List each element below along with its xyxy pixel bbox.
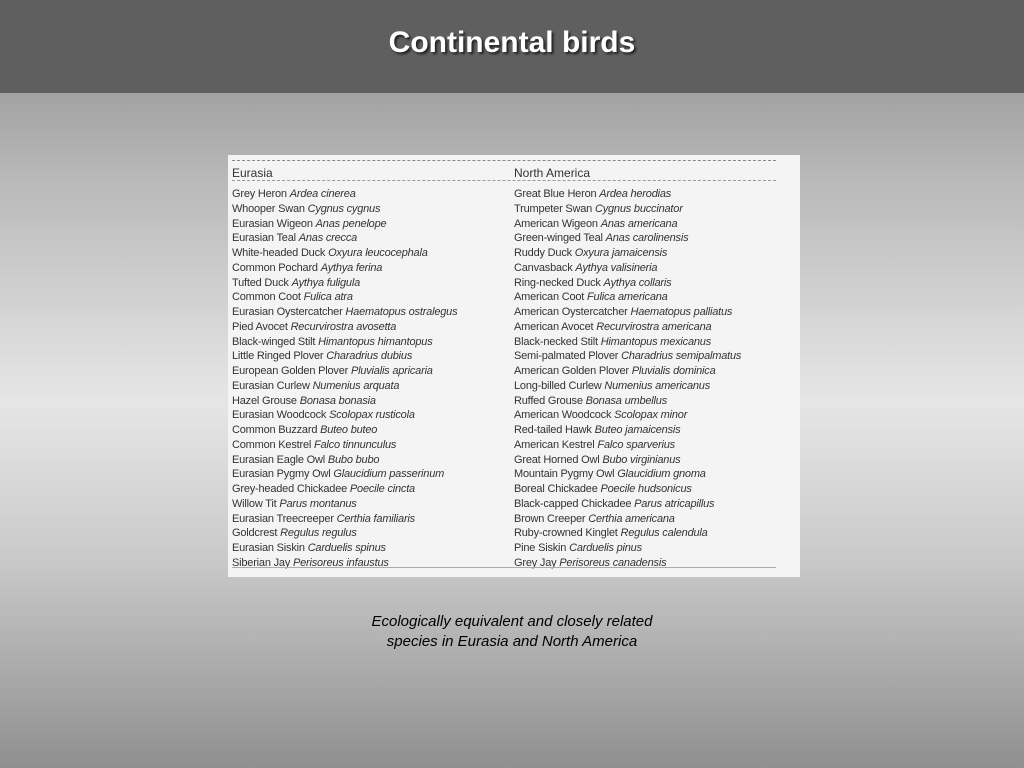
species-row [232, 512, 512, 527]
species-row [232, 217, 512, 232]
common-name: Grey-headed Chickadee [232, 483, 348, 495]
scientific-name: Scolopax minor [614, 409, 688, 422]
common-name: Hazel Grouse [232, 394, 297, 407]
scientific-name: Aythya fuligula [291, 276, 361, 289]
scientific-name: Buteo jamaicensis [594, 424, 681, 436]
scientific-name: Charadrius dubius [326, 350, 413, 363]
common-name: Eurasian Curlew [232, 379, 310, 392]
species-row [232, 261, 512, 276]
species-row [514, 217, 800, 232]
species-row [232, 423, 512, 438]
common-name: Boreal Chickadee [514, 483, 598, 495]
species-row [514, 349, 800, 364]
common-name: American Avocet [514, 320, 594, 333]
common-name: White-headed Duck [232, 247, 326, 259]
common-name: Eurasian Woodcock [232, 409, 327, 422]
common-name: Ruby-crowned Kinglet [514, 527, 618, 540]
common-name: Pine Siskin [514, 542, 567, 554]
scientific-name: Bonasa umbellus [585, 394, 667, 407]
scientific-name: Charadrius semipalmatus [621, 350, 742, 363]
species-row [514, 320, 800, 335]
species-row [514, 246, 800, 261]
common-name: American Kestrel [514, 438, 595, 451]
common-name: Common Buzzard [232, 424, 318, 436]
species-row [514, 364, 800, 379]
scientific-name: Poecile hudsonicus [600, 483, 692, 495]
table-top-rule [232, 160, 776, 161]
common-name: Black-winged Stilt [232, 335, 316, 348]
scientific-name: Recurvirostra americana [596, 320, 712, 333]
common-name: Black-capped Chickadee [514, 497, 632, 510]
common-name: Great Horned Owl [514, 453, 600, 466]
scientific-name: Carduelis pinus [569, 542, 642, 554]
scientific-name: Haematopus ostralegus [345, 306, 458, 318]
common-name: Eurasian Eagle Owl [232, 453, 326, 466]
common-name: Little Ringed Plover [232, 350, 324, 363]
common-name: Eurasian Siskin [232, 542, 305, 554]
scientific-name: Anas penelope [315, 217, 387, 230]
scientific-name: Bonasa bonasia [299, 394, 376, 407]
scientific-name: Carduelis spinus [307, 542, 386, 554]
scientific-name: Aythya collaris [603, 276, 672, 289]
scientific-name: Anas crecca [298, 232, 358, 245]
scientific-name: Regulus calendula [620, 527, 708, 540]
scientific-name: Falco sparverius [597, 438, 675, 451]
species-row [514, 556, 800, 571]
scientific-name: Glaucidium gnoma [617, 468, 706, 481]
common-name: Grey Heron [232, 188, 287, 200]
common-name: Semi-palmated Plover [514, 350, 619, 363]
common-name: American Golden Plover [514, 365, 629, 377]
scientific-name: Fulica atra [303, 291, 353, 304]
species-row [232, 556, 512, 571]
scientific-name: Parus atricapillus [634, 497, 715, 510]
common-name: Eurasian Oystercatcher [232, 306, 343, 318]
common-name: Pied Avocet [232, 320, 288, 333]
slide-title: Continental birds [388, 26, 636, 59]
common-name: Ruddy Duck [514, 247, 572, 259]
common-name: Mountain Pygmy Owl [514, 468, 615, 481]
species-row [232, 364, 512, 379]
scientific-name: Anas carolinensis [605, 232, 689, 245]
species-row [514, 467, 800, 482]
common-name: Ring-necked Duck [514, 276, 601, 289]
species-row [232, 202, 512, 217]
common-name: American Wigeon [514, 217, 598, 230]
species-row [514, 290, 800, 305]
species-row [514, 526, 800, 541]
species-row [232, 290, 512, 305]
species-row [232, 276, 512, 291]
species-row [232, 231, 512, 246]
species-row [514, 379, 800, 394]
scientific-name: Buteo buteo [320, 424, 378, 436]
scientific-name: Perisoreus infaustus [293, 556, 389, 569]
species-row [232, 453, 512, 468]
common-name: Red-tailed Hawk [514, 424, 592, 436]
common-name: American Oystercatcher [514, 306, 628, 318]
species-row [514, 423, 800, 438]
eurasia-header: Eurasia [232, 166, 273, 180]
scientific-name: Perisoreus canadensis [559, 556, 667, 569]
common-name: Ruffed Grouse [514, 394, 583, 407]
caption-line-1: Ecologically equivalent and closely related [371, 613, 653, 630]
scientific-name: Recurvirostra avosetta [290, 320, 397, 333]
scientific-name: Himantopus himantopus [318, 335, 433, 348]
scientific-name: Pluvialis dominica [631, 365, 716, 377]
scientific-name: Himantopus mexicanus [600, 335, 712, 348]
north-america-rows [514, 187, 800, 571]
common-name: American Woodcock [514, 409, 612, 422]
species-row [514, 335, 800, 350]
species-row [514, 231, 800, 246]
scientific-name: Scolopax rusticola [329, 409, 415, 422]
species-row [232, 187, 512, 202]
species-row [514, 512, 800, 527]
north-america-column [514, 165, 800, 571]
scientific-name: Haematopus palliatus [630, 306, 733, 318]
common-name: Brown Creeper [514, 512, 586, 525]
scientific-name: Aythya valisineria [575, 261, 658, 274]
caption-line-2: species in Eurasia and North America [386, 633, 638, 650]
scientific-name: Bubo bubo [327, 453, 380, 466]
scientific-name: Ardea herodias [599, 188, 672, 200]
scientific-name: Oxyura jamaicensis [574, 247, 668, 259]
common-name: Long-billed Curlew [514, 379, 602, 392]
common-name: Grey Jay [514, 556, 557, 569]
slide-caption [312, 612, 712, 652]
common-name: American Coot [514, 291, 585, 304]
scientific-name: Cygnus buccinator [594, 202, 683, 215]
species-row [232, 320, 512, 335]
species-row [514, 394, 800, 409]
common-name: Common Kestrel [232, 438, 312, 451]
common-name: Common Coot [232, 291, 301, 304]
species-row [514, 497, 800, 512]
scientific-name: Aythya ferina [320, 261, 383, 274]
species-row [514, 482, 800, 497]
species-row [232, 305, 512, 320]
species-row [232, 394, 512, 409]
common-name: Eurasian Wigeon [232, 217, 313, 230]
species-row [514, 541, 800, 556]
species-row [514, 305, 800, 320]
scientific-name: Poecile cincta [349, 483, 415, 495]
common-name: Whooper Swan [232, 202, 305, 215]
eurasia-rows [232, 187, 512, 571]
title-bar [0, 0, 1024, 93]
common-name: Common Pochard [232, 261, 318, 274]
species-table [228, 155, 800, 577]
species-row [232, 246, 512, 261]
scientific-name: Fulica americana [587, 291, 668, 304]
scientific-name: Falco tinnunculus [313, 438, 397, 451]
species-row [232, 526, 512, 541]
scientific-name: Oxyura leucocephala [328, 247, 428, 259]
scientific-name: Ardea cinerea [289, 188, 356, 200]
common-name: Tufted Duck [232, 276, 289, 289]
common-name: European Golden Plover [232, 365, 349, 377]
species-row [514, 261, 800, 276]
species-row [514, 276, 800, 291]
species-row [514, 202, 800, 217]
common-name: Great Blue Heron [514, 188, 597, 200]
table-bottom-rule [232, 567, 776, 568]
species-row [232, 497, 512, 512]
common-name: Eurasian Treecreeper [232, 512, 334, 525]
scientific-name: Parus montanus [279, 497, 357, 510]
species-row [232, 379, 512, 394]
scientific-name: Certhia americana [588, 512, 675, 525]
species-row [232, 541, 512, 556]
scientific-name: Cygnus cygnus [307, 202, 381, 215]
common-name: Trumpeter Swan [514, 202, 593, 215]
eurasia-column [232, 165, 512, 571]
common-name: Eurasian Teal [232, 232, 296, 245]
common-name: Black-necked Stilt [514, 335, 598, 348]
scientific-name: Pluvialis apricaria [350, 365, 433, 377]
species-row [232, 335, 512, 350]
species-row [232, 482, 512, 497]
north-america-header: North America [514, 166, 591, 180]
species-row [232, 408, 512, 423]
species-row [232, 438, 512, 453]
common-name: Willow Tit [232, 497, 277, 510]
scientific-name: Numenius arquata [312, 379, 400, 392]
scientific-name: Bubo virginianus [602, 453, 681, 466]
species-row [514, 438, 800, 453]
species-row [514, 453, 800, 468]
scientific-name: Regulus regulus [280, 527, 357, 540]
species-row [514, 187, 800, 202]
common-name: Green-winged Teal [514, 232, 603, 245]
common-name: Goldcrest [232, 527, 278, 540]
scientific-name: Anas americana [600, 217, 678, 230]
species-row [232, 349, 512, 364]
scientific-name: Certhia familiaris [336, 512, 415, 525]
common-name: Siberian Jay [232, 556, 291, 569]
scientific-name: Numenius americanus [604, 379, 711, 392]
species-row [232, 467, 512, 482]
scientific-name: Glaucidium passerinum [333, 468, 445, 481]
common-name: Canvasback [514, 261, 573, 274]
species-row [514, 408, 800, 423]
common-name: Eurasian Pygmy Owl [232, 468, 331, 481]
